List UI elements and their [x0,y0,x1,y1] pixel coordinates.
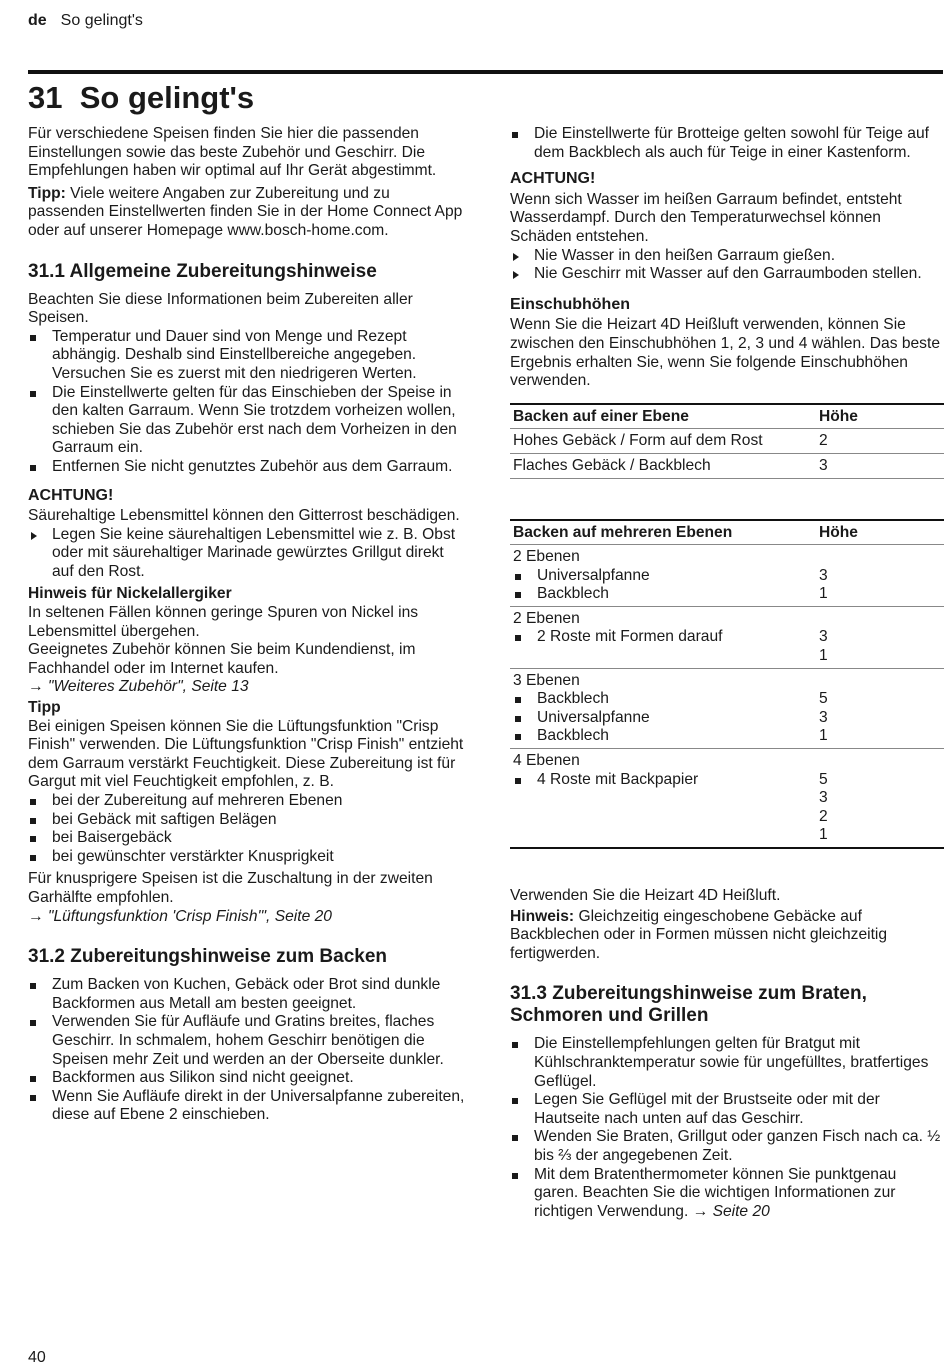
list-item: Backblech [513,727,813,746]
height-value: 1 [819,585,828,603]
list-item: bei der Zubereitung auf mehreren Ebenen [28,792,466,811]
right-column [510,125,944,1225]
list-item: bei gewünschter verstärkter Knusprigkeit [28,848,466,867]
table-cell [510,668,816,748]
table-cell [816,749,944,848]
group-label: 3 Ebenen [513,671,580,689]
warning-text: Säurehaltige Lebensmittel können den Gitterrost beschädigen. [28,507,460,525]
table-row [510,749,944,848]
list-item: Universalpfanne [513,567,813,586]
nickel-text-1: In seltenen Fällen können geringe Spuren von Nickel ins Lebensmittel übergehen. [28,604,419,640]
tip-label: Tipp: [28,184,66,202]
chapter-number: 31 [28,80,63,115]
list-item: Die Einstellwerte für Brotteige gelten sowohl für Teige auf dem Backblech als auch für Teige in einer Kastenform. [510,125,944,162]
shelf-heights-text: Wenn Sie die Heizart 4D Heißluft verwenden, können Sie zwischen den Einschubhöhen 1, 2, 3 und 4 wählen. Das beste Ergebnis erhalten Sie, wenn Sie folgende Einschubhöhen verwenden. [510,316,940,390]
warning-label-2: ACHTUNG! [510,170,596,188]
list-item: Temperatur und Dauer sind von Menge und Rezept abhängig. Deshalb sind Einstellbereiche angegeben. Versuchen Sie es zuerst mit den niedrigeren Werten. [28,328,466,384]
table-cell: 2 [816,429,944,454]
list-item: 4 Roste mit Backpapier [513,771,813,790]
list-item: Zum Backen von Kuchen, Gebäck oder Brot sind dunkle Backformen aus Metall am besten geeignet. [28,976,466,1013]
group-items [513,628,813,647]
action-item: Nie Wasser in den heißen Garraum gießen. [510,247,944,266]
table-header-row [510,404,944,429]
accessory-page-link[interactable]: → "Weiteres Zubehör", Seite 13 [28,678,249,696]
table-cell [816,606,944,668]
hint-text: Gleichzeitig eingeschobene Gebäcke auf Backblechen oder in Formen müssen nicht gleichzeitig fertigwerden. [510,907,888,962]
list-item-text: Mit dem Bratenthermometer können Sie punktgenau garen. Beachten Sie die wichtigen Informationen zur richtigen Verwendung. [534,1165,897,1220]
warning-label: ACHTUNG! [28,486,114,504]
height-value: 3 [819,708,828,726]
nickel-text-2: Geeignetes Zubehör können Sie beim Kundendienst, im Fachhandel oder im Internet kaufen. [28,641,416,677]
list-item: Verwenden Sie für Aufläufe und Gratins breites, flaches Geschirr. In schmalem, hohem Geschirr benötigen die Speisen mehr Zeit und werden an der Oberseite dunkler. [28,1013,466,1069]
group-items [513,690,813,746]
thermometer-page-link[interactable]: → Seite 20 [692,1202,770,1220]
table-cell [510,749,816,848]
section-31-1-intro: Beachten Sie diese Informationen beim Zubereiten aller Speisen. [28,290,413,327]
section-31-1-title: 31.1 Allgemeine Zubereitungshinweise [28,260,377,282]
list-item: Die Einstellwerte gelten für das Einschieben der Speise in den kalten Garraum. Wenn Sie trotzdem vorheizen wollen, schieben Sie das Zubehör erst nach dem Vorheizen in den Garraum ein. [28,384,466,458]
running-header [28,12,143,30]
list-item [510,1166,944,1222]
action-item: Legen Sie keine säurehaltigen Lebensmittel wie z. B. Obst oder mit säurehaltiger Marinade gewürztes Grillgut direkt auf den Rost. [28,526,466,582]
tip-paragraph: Bei einigen Speisen können Sie die Lüftungsfunktion "Crisp Finish" verwenden. Die Lüftungsfunktion "Crisp Finish" entzieht dem Garraum verstärkt Feuchtigkeit. Diese Zubereitung ist für Gargut mit viel Feuchtigkeit empfohlen, z. B. [28,717,464,791]
table-row [510,606,944,668]
hint-paragraph [510,908,944,964]
height-value: 2 [819,807,828,825]
table-cell [510,545,816,607]
roasting-hints-list [510,1035,944,1221]
height-value: 5 [819,770,828,788]
intro-paragraph: Für verschiedene Speisen finden Sie hier die passenden Einstellungen sowie das beste Zubehör und Geschirr. Die Empfehlungen haben wir optimal auf Ihr Gerät abgestimmt. [28,125,437,180]
table-cell [816,668,944,748]
height-value: 3 [819,628,828,646]
height-value: 5 [819,690,828,708]
section-31-3-title: 31.3 Zubereitungshinweise zum Braten, Schmoren und Grillen [510,983,867,1027]
list-item: Backblech [513,690,813,709]
table-cell: Flaches Gebäck / Backblech [510,453,816,478]
header-title: So gelingt's [60,12,143,29]
warning-text-2: Wenn sich Wasser im heißen Garraum befindet, entsteht Wasserdampf. Durch den Temperaturwechsel können Schäden entstehen. [510,190,902,245]
table-cell [816,545,944,607]
group-label: 2 Ebenen [513,548,580,566]
list-item: Backformen aus Silikon sind nicht geeignet. [28,1069,466,1088]
list-item: Wenn Sie Aufläufe direkt in der Universalpfanne zubereiten, diese auf Ebene 2 einschieben. [28,1088,466,1125]
height-value: 1 [819,727,828,745]
list-item: Die Einstellempfehlungen gelten für Bratgut mit Kühlschranktemperatur sowie für ungefülltes, bratfertiges Geflügel. [510,1035,944,1091]
water-warning-actions [510,247,944,284]
group-label: 2 Ebenen [513,609,580,627]
table-row [510,545,944,607]
nickel-title: Hinweis für Nickelallergiker [28,585,232,603]
table-cell: 3 [816,453,944,478]
baking-hints-list [28,976,466,1125]
table-header: Höhe [816,520,944,545]
action-item: Nie Geschirr mit Wasser auf den Garraumboden stellen. [510,265,944,284]
list-item: Entfernen Sie nicht genutztes Zubehör aus dem Garraum. [28,458,466,477]
list-item: Universalpfanne [513,709,813,728]
height-value: 1 [819,647,828,665]
table-header-row [510,520,944,545]
group-items [513,771,813,790]
table-header: Höhe [816,404,944,429]
group-label: 4 Ebenen [513,752,580,770]
table-row [510,429,944,454]
language-code: de [28,12,47,29]
intro-tip [28,185,466,241]
height-value: 3 [819,789,828,807]
table-row [510,668,944,748]
header-rule [28,70,943,74]
tip-text: Viele weitere Angaben zur Zubereitung und zu passenden Einstellwerten finden Sie in der Home Connect App oder auf unserer Homepage www.bosch-home.com. [28,184,463,239]
table-cell [510,606,816,668]
warning-actions [28,526,466,582]
list-item: bei Baisergebäck [28,829,466,848]
single-level-table [510,403,944,479]
table-cell: Hohes Gebäck / Form auf dem Rost [510,429,816,454]
list-item: 2 Roste mit Formen darauf [513,628,813,647]
group-items [513,567,813,604]
list-item: Legen Sie Geflügel mit der Brustseite oder mit der Hautseite nach unten auf das Geschirr. [510,1091,944,1128]
heating-mode-text: Verwenden Sie die Heizart 4D Heißluft. [510,887,781,904]
section-31-2-title: 31.2 Zubereitungshinweise zum Backen [28,946,387,968]
table-header: Backen auf einer Ebene [510,404,816,429]
bread-hint-list [510,125,944,162]
chapter-title [28,80,254,116]
crisp-finish-link[interactable]: → "Lüftungsfunktion 'Crisp Finish'", Seite 20 [28,907,332,925]
shelf-heights-title: Einschubhöhen [510,295,630,313]
list-item: bei Gebäck mit saftigen Belägen [28,811,466,830]
hint-label: Hinweis: [510,907,575,925]
table-row [510,453,944,478]
tip-list [28,792,466,866]
crisp-text: Für knusprigere Speisen ist die Zuschaltung in der zweiten Garhälfte empfohlen. [28,870,433,906]
tip-title: Tipp [28,699,61,717]
general-hints-list [28,328,466,477]
list-item: Wenden Sie Braten, Grillgut oder ganzen Fisch nach ca. ½ bis ⅔ der angegebenen Zeit. [510,1128,944,1165]
page-number: 40 [28,1349,46,1366]
left-column [28,125,466,1129]
height-value: 3 [819,566,828,584]
height-value: 1 [819,826,828,844]
multi-level-table [510,519,944,850]
table-header: Backen auf mehreren Ebenen [510,520,816,545]
list-item: Backblech [513,585,813,604]
chapter-name: So gelingt's [79,80,255,115]
